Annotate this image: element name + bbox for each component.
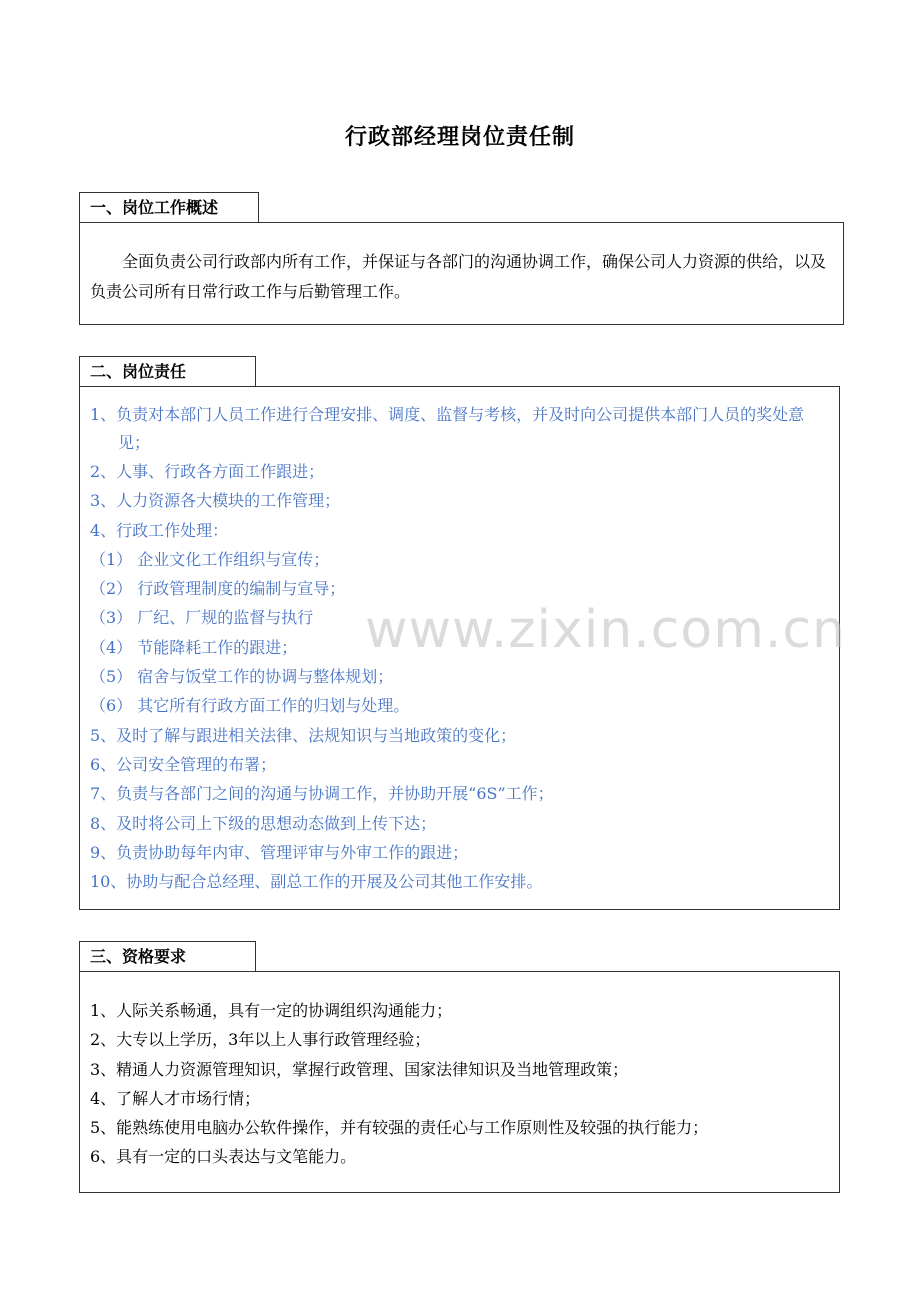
list-item: （3） 厂纪、厂规的监督与执行 [90,608,314,628]
list-item: 8、及时将公司上下级的思想动态做到上传下达； [90,813,437,833]
list-item: 2、大专以上学历，3年以上人事行政管理经验； [90,1030,431,1050]
list-item: 6、具有一定的口头表达与文笔能力。 [90,1147,357,1167]
requirements-box [79,971,840,1193]
list-item: （6） 其它所有行政方面工作的归划与处理。 [90,696,410,716]
list-item: 6、公司安全管理的布署； [90,754,277,774]
list-item: （1） 企业文化工作组织与宣传； [90,549,330,569]
overview-text: 全面负责公司行政部内所有工作，并保证与各部门的沟通协调工作，确保公司人力资源的供给，以及负责公司所有日常行政工作与后勤管理工作。 [90,252,827,301]
page-title: 行政部经理岗位责任制 [344,125,575,150]
list-item: 4、行政工作处理： [90,520,229,540]
section-header-duties: 二、岗位责任 [79,356,256,386]
list-item: （4） 节能降耗工作的跟进； [90,637,298,657]
list-item: 10、协助与配合总经理、副总工作的开展及公司其他工作安排。 [90,872,543,892]
section-header-requirements: 三、资格要求 [79,941,256,971]
section-header-overview: 一、岗位工作概述 [79,192,259,222]
watermark: www.zixin.com.cn [365,600,846,660]
overview-box [79,222,844,325]
list-item: 3、人力资源各大模块的工作管理； [90,491,341,511]
list-item: 1、负责对本部门人员工作进行合理安排、调度、监督与考核，并及时向公司提供本部门人员的奖处意见； [90,405,805,452]
duties-box [79,386,840,910]
list-item: （2） 行政管理制度的编制与宣导； [90,579,346,599]
list-item: 3、精通人力资源管理知识，掌握行政管理、国家法律知识及当地管理政策； [90,1059,629,1079]
list-item: 7、负责与各部门之间的沟通与协调工作，并协助开展“6S”工作； [90,784,554,804]
list-item: 5、及时了解与跟进相关法律、法规知识与当地政策的变化； [90,725,517,745]
requirements-list [80,972,839,1172]
list-item: 1、人际关系畅通，具有一定的协调组织沟通能力； [90,1001,453,1020]
list-item: 5、能熟练使用电脑办公软件操作，并有较强的责任心与工作原则性及较强的执行能力； [90,1118,709,1138]
list-item: 4、了解人才市场行情； [90,1088,261,1108]
list-item: 2、人事、行政各方面工作跟进； [90,462,325,481]
list-item: 9、负责协助每年内审、管理评审与外审工作的跟进； [90,842,469,862]
duties-list [80,387,839,896]
list-item: （5） 宿舍与饭堂工作的协调与整体规划； [90,667,394,687]
